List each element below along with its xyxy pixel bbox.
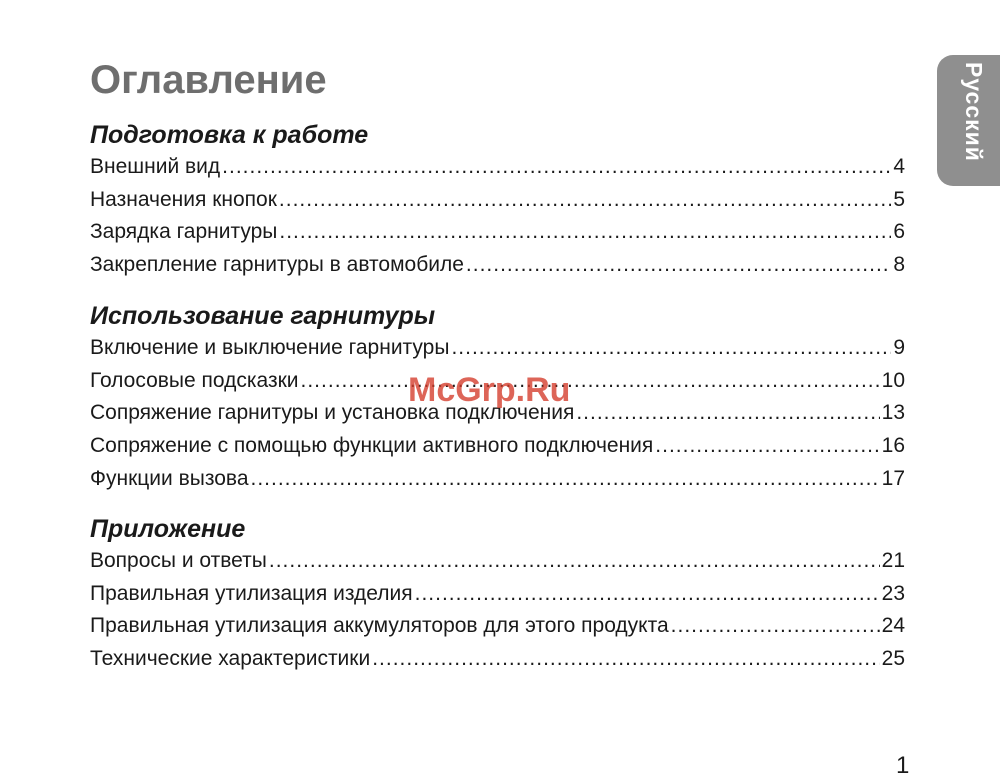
toc-list [90, 332, 905, 495]
toc-entry-page: 23 [881, 581, 905, 605]
toc-entry-label: Технические характеристики [90, 647, 371, 671]
toc-entry[interactable] [90, 610, 905, 643]
toc-section-appendix [90, 513, 905, 676]
toc-entry-label: Назначения кнопок [90, 187, 277, 211]
page-number: 1 [896, 752, 910, 778]
toc-entry-page: 6 [893, 220, 905, 244]
dot-leader [415, 578, 880, 611]
dot-leader [372, 643, 879, 676]
toc-entry-label: Включение и выключение гарнитуры [90, 336, 450, 359]
toc-entry[interactable] [90, 578, 905, 611]
toc-entry-page: 24 [881, 614, 905, 638]
toc-entry-page: 25 [881, 647, 905, 671]
toc-entry[interactable] [90, 430, 905, 463]
dot-leader [466, 249, 891, 282]
dot-leader [269, 545, 880, 578]
toc-entry[interactable] [90, 643, 905, 676]
toc-entry[interactable] [90, 151, 905, 184]
toc-entry-label: Вопросы и ответы [90, 549, 267, 572]
watermark: McGrp.Ru [408, 371, 571, 409]
dot-leader [279, 216, 891, 249]
toc-entry-label: Правильная утилизация аккумуляторов для этого продукта [90, 614, 669, 638]
toc-entry-page: 17 [881, 466, 905, 490]
toc-entry[interactable] [90, 545, 905, 578]
toc-entry-page: 8 [893, 253, 905, 277]
dot-leader [251, 463, 880, 496]
toc-entry[interactable] [90, 463, 905, 496]
dot-leader [301, 365, 880, 398]
toc-list [90, 151, 905, 282]
dot-leader [576, 397, 879, 430]
toc-entry-label: Правильная утилизация изделия [90, 581, 413, 605]
dot-leader [222, 151, 891, 184]
toc-entry-label: Закрепление гарнитуры в автомобиле [90, 253, 464, 277]
toc-entry-page: 21 [881, 549, 905, 572]
toc-entry-label: Сопряжение с помощью функции активного подключения [90, 434, 654, 458]
toc-entry-label: Зарядка гарнитуры [90, 220, 278, 244]
section-heading: Подготовка к работе [90, 121, 369, 149]
dot-leader [279, 184, 891, 217]
toc-entry[interactable] [90, 216, 905, 249]
dot-leader [671, 610, 880, 643]
dot-leader [451, 332, 891, 365]
toc-entry-page: 5 [893, 187, 905, 211]
dot-leader [655, 430, 879, 463]
toc-entry-label: Внешний вид [90, 155, 221, 178]
toc-entry-page: 10 [881, 368, 905, 392]
toc-entry-page: 13 [881, 401, 905, 425]
toc-entry-label: Голосовые подсказки [90, 368, 299, 392]
toc-entry-label: Функции вызова [90, 466, 249, 490]
toc-entry[interactable] [90, 332, 905, 365]
toc-entry-page: 9 [893, 336, 905, 359]
toc-list [90, 545, 905, 676]
toc-entry-label: Сопряжение гарнитуры и установка подключения [90, 401, 575, 425]
toc-entry[interactable] [90, 249, 905, 282]
toc-entry-page: 4 [893, 155, 905, 178]
page-title: Оглавление [90, 58, 327, 102]
section-heading: Приложение [90, 515, 246, 543]
toc-section-preparation [90, 119, 905, 282]
section-heading: Использование гарнитуры [90, 302, 436, 330]
language-tab-label: Русский [961, 62, 987, 162]
toc-entry[interactable] [90, 184, 905, 217]
toc-entry-page: 16 [881, 434, 905, 458]
